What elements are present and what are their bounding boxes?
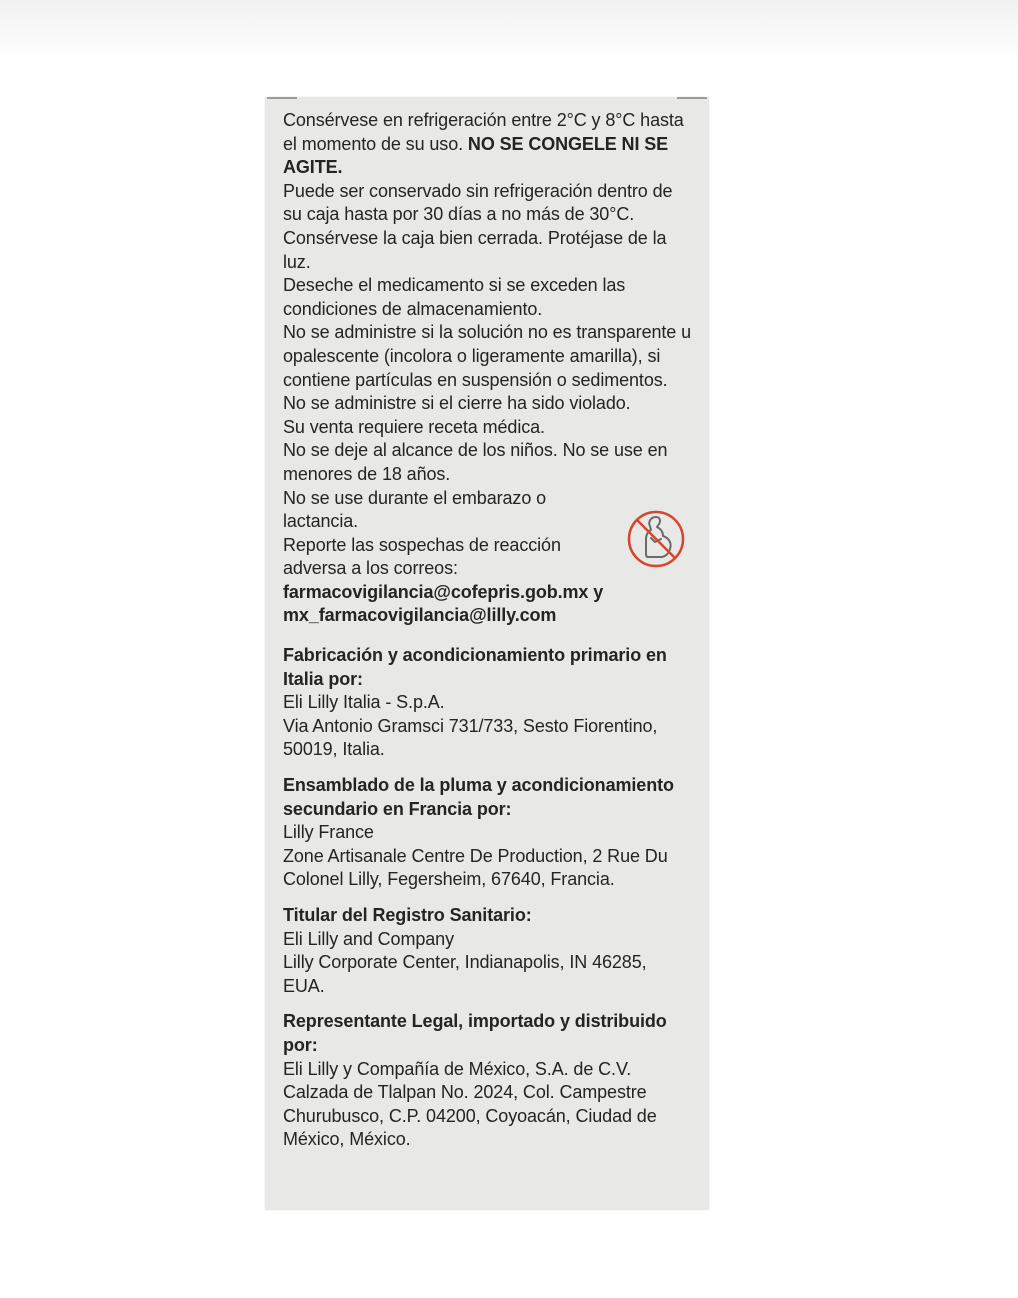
pharmacovigilance-emails: farmacovigilancia@cofepris.gob.mx y mx_farmacovigilancia@lilly.com (283, 581, 604, 626)
assembly-address: Zone Artisanale Centre De Production, 2 Rue Du Colonel Lilly, Fegersheim, 67640, Francia. (283, 845, 668, 890)
storage-instructions (283, 109, 693, 180)
pregnancy-note: No se use durante el embarazo o lactancia. (283, 487, 547, 532)
no-pregnancy-icon (625, 508, 687, 570)
storage-warning: NO SE CONGELE NI SE AGITE. (283, 133, 669, 178)
discard-note: Deseche el medicamento si se exceden las condiciones de almacenamiento. (283, 275, 626, 319)
background-shadow (0, 0, 1018, 60)
label-text-block (283, 109, 693, 1152)
representative-heading: Representante Legal, importado y distribuido por: (283, 1011, 667, 1055)
room-temperature-note: Puede ser conservado sin refrigeración dentro de su caja hasta por 30 días a no más de 30°C. (283, 180, 673, 225)
closed-box-note: Consérvese la caja bien cerrada. Protéjase de la luz. (283, 227, 667, 272)
assembly-company: Lilly France (283, 822, 374, 843)
representative-company: Eli Lilly y Compañía de México, S.A. de C.V. (283, 1058, 632, 1079)
manufacture-company: Eli Lilly Italia - S.p.A. (283, 692, 445, 713)
adverse-report-note: Reporte las sospechas de reacción adversa a los correos: (283, 534, 561, 579)
assembly-heading: Ensamblado de la pluma y acondicionamiento secundario en Francia por: (283, 775, 674, 819)
representative-address: Calzada de Tlalpan No. 2024, Col. Campestre Churubusco, C.P. 04200, Coyoacán, Ciudad de México, México. (283, 1082, 657, 1150)
package-label-panel (265, 97, 709, 1210)
seal-note: No se administre si el cierre ha sido violado. (283, 393, 631, 414)
solution-inspection-note: No se administre si la solución no es transparente u opalescente (incolora o ligeramente amarilla), si contiene partículas en suspensión o sedimentos. (283, 322, 692, 390)
holder-company: Eli Lilly and Company (283, 928, 454, 949)
prescription-note: Su venta requiere receta médica. (283, 416, 545, 437)
storage-line: Consérvese en refrigeración entre 2°C y 8°C hasta el momento de su uso. (283, 110, 684, 154)
manufacture-heading: Fabricación y acondicionamiento primario en Italia por: (283, 645, 667, 689)
holder-address: Lilly Corporate Center, Indianapolis, IN 46285, EUA. (283, 952, 647, 996)
children-note: No se deje al alcance de los niños. No se use en menores de 18 años. (283, 440, 668, 484)
holder-heading: Titular del Registro Sanitario: (283, 905, 532, 925)
manufacture-address: Via Antonio Gramsci 731/733, Sesto Fiorentino, 50019, Italia. (283, 715, 658, 760)
